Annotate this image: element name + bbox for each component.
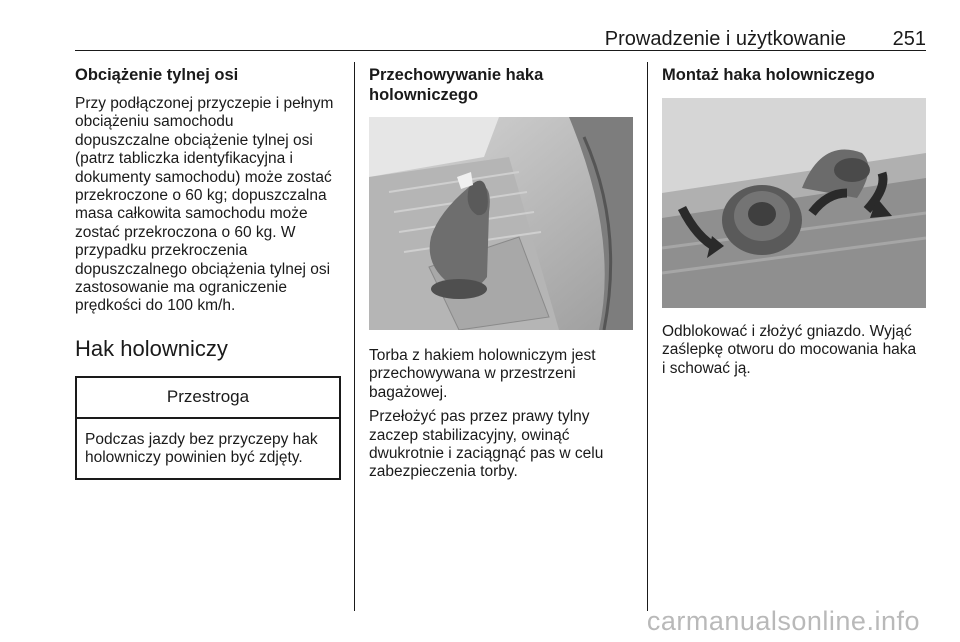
text-line: dopuszczalne obciążenie tylnej osi bbox=[75, 131, 313, 149]
rear-axle-paragraph bbox=[75, 95, 341, 316]
heading-line: holowniczego bbox=[369, 86, 479, 104]
text-line: dopuszczalnego obciążenia tylnej osi bbox=[75, 260, 331, 278]
caution-box bbox=[75, 376, 341, 480]
text-line: obciążeniu samochodu bbox=[75, 113, 234, 131]
text-line: Odblokować i złożyć gniazdo. Wyjąć bbox=[662, 323, 912, 340]
text-line: dokumenty samochodu) może zostać bbox=[75, 168, 332, 186]
tow-hook-bag-photo bbox=[369, 117, 633, 330]
text-line: zabezpieczenia torby. bbox=[369, 463, 518, 481]
text-line: Przełożyć pas przez prawy tylny bbox=[369, 408, 590, 426]
storage-paragraph-2 bbox=[369, 408, 633, 482]
text-line: masa całkowita samochodu może bbox=[75, 205, 308, 223]
storage-heading bbox=[369, 65, 633, 105]
text-line: zastosowanie ma ograniczenie bbox=[75, 279, 287, 297]
text-line: holowniczy powinien być zdjęty. bbox=[85, 449, 303, 467]
page-number: 251 bbox=[892, 28, 926, 50]
watermark: carmanualsonline.info bbox=[646, 606, 920, 636]
text-line: bagażowej. bbox=[369, 383, 448, 401]
column-mounting bbox=[662, 62, 926, 378]
storage-paragraph-1 bbox=[369, 347, 633, 402]
caution-body bbox=[77, 419, 339, 478]
text-line: Torba z hakiem holowniczym jest bbox=[369, 347, 596, 364]
caution-title: Przestroga bbox=[77, 378, 339, 419]
column-storage bbox=[369, 62, 633, 482]
socket-unlock-photo bbox=[662, 98, 926, 308]
text-line: Podczas jazdy bez przyczepy hak bbox=[85, 430, 318, 448]
text-line: i schować ją. bbox=[662, 359, 751, 377]
text-line: zaczep stabilizacyjny, owinąć bbox=[369, 426, 570, 444]
column-divider-left bbox=[354, 62, 355, 611]
mounting-heading: Montaż haka holowniczego bbox=[662, 66, 875, 84]
rear-axle-heading: Obciążenie tylnej osi bbox=[75, 66, 239, 84]
text-line: przechowywana w przestrzeni bbox=[369, 365, 576, 383]
text-line: (patrz tabliczka identyfikacyjna i bbox=[75, 150, 293, 168]
text-line: prędkości do 100 km/h. bbox=[75, 297, 236, 315]
text-line: przekroczone o 60 kg; dopuszczalna bbox=[75, 187, 327, 205]
text-line: Przy podłączonej przyczepie i pełnym bbox=[75, 95, 334, 112]
text-line: zostać przekroczona o 60 kg. W bbox=[75, 223, 296, 241]
text-line: przypadku przekroczenia bbox=[75, 242, 248, 260]
tow-hook-section-title: Hak holowniczy bbox=[75, 335, 228, 361]
page-header bbox=[75, 22, 926, 51]
text-line: dwukrotnie i zaciągnąć pas w celu bbox=[369, 445, 604, 463]
text-line: zaślepkę otworu do mocowania haka bbox=[662, 341, 917, 359]
column-divider-right bbox=[647, 62, 648, 611]
mounting-paragraph bbox=[662, 323, 926, 378]
header-title: Prowadzenie i użytkowanie bbox=[604, 28, 846, 50]
column-rear-axle bbox=[75, 62, 341, 480]
heading-line: Przechowywanie haka bbox=[369, 66, 544, 84]
